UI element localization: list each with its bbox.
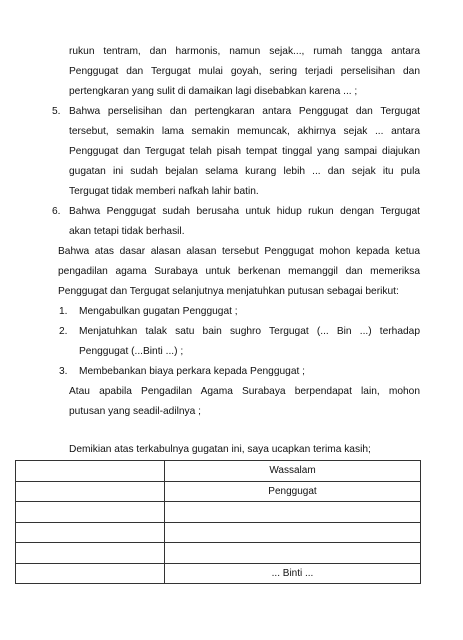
p5-number: 5. <box>52 106 61 117</box>
closing-text: Demikian atas terkabulnya gugatan ini, saya ucapkan terima kasih; <box>69 444 371 455</box>
penggugat-cell: Penggugat <box>165 481 421 502</box>
intro-line-1: Bahwa atas dasar alasan alasan tersebut Penggugat mohon kepada ketua <box>58 246 420 257</box>
alt-line-2: putusan yang seadil-adilnya ; <box>69 406 201 417</box>
p5-line-5: Tergugat tidak memberi nafkah lahir batin. <box>69 186 259 197</box>
p4-line-3: pertengkaran yang sulit di damaikan lagi disebabkan karena ... ; <box>69 86 358 97</box>
signature-table <box>15 460 421 584</box>
request-1-number: 1. <box>59 306 68 317</box>
table-cell <box>16 502 165 523</box>
table-row <box>16 522 421 543</box>
intro-line-2: pengadilan agama Surabaya untuk berkenan memanggil dan memeriksa <box>58 266 420 277</box>
request-3-text: Membebankan biaya perkara kepada Penggugat ; <box>79 366 305 377</box>
p5-line-1: Bahwa perselisihan dan pertengkaran antara Penggugat dan Tergugat <box>69 106 420 117</box>
table-cell <box>165 543 421 564</box>
table-row <box>16 563 421 584</box>
request-2-line-1: Menjatuhkan talak satu bain sughro Tergugat (... Bin ...) terhadap <box>79 326 420 337</box>
alt-line-1: Atau apabila Pengadilan Agama Surabaya berpendapat lain, mohon <box>69 386 420 397</box>
p5-line-4: gugatan ini sudah bejalan selama kurang lebih ... dan sejak itu pula <box>69 166 420 177</box>
table-cell <box>16 522 165 543</box>
table-cell <box>165 522 421 543</box>
p5-line-3: Penggugat dan Tergugat telah pisah tempat tinggal yang sampai diajukan <box>69 146 420 157</box>
table-cell <box>165 502 421 523</box>
wassalam-cell: Wassalam <box>165 461 421 482</box>
table-cell <box>16 563 165 584</box>
p4-line-1: rukun tentram, dan harmonis, namun sejak..., rumah tangga antara <box>69 46 420 57</box>
p6-line-2: akan tetapi tidak berhasil. <box>69 226 185 237</box>
p5-line-2: tersebut, semakin lama semakin memuncak, akhirnya sejak ... antara <box>69 126 420 137</box>
table-row <box>16 481 421 502</box>
table-row <box>16 543 421 564</box>
request-1-text: Mengabulkan gugatan Penggugat ; <box>79 306 238 317</box>
request-2-number: 2. <box>59 326 68 337</box>
table-row <box>16 502 421 523</box>
table-cell <box>16 543 165 564</box>
p6-number: 6. <box>52 206 61 217</box>
p4-line-2: Penggugat dan Tergugat mulai goyah, sering terjadi perselisihan dan <box>69 66 420 77</box>
request-3-number: 3. <box>59 366 68 377</box>
table-row <box>16 461 421 482</box>
p6-line-1: Bahwa Penggugat sudah berusaha untuk hidup rukun dengan Tergugat <box>69 206 420 217</box>
intro-line-3: Penggugat dan Tergugat selanjutnya menjatuhkan putusan sebagai berikut: <box>58 286 399 297</box>
table-cell <box>16 461 165 482</box>
table-cell <box>16 481 165 502</box>
signer-name-cell: ... Binti ... <box>165 563 421 584</box>
request-2-line-2: Penggugat (...Binti ...) ; <box>79 346 184 357</box>
